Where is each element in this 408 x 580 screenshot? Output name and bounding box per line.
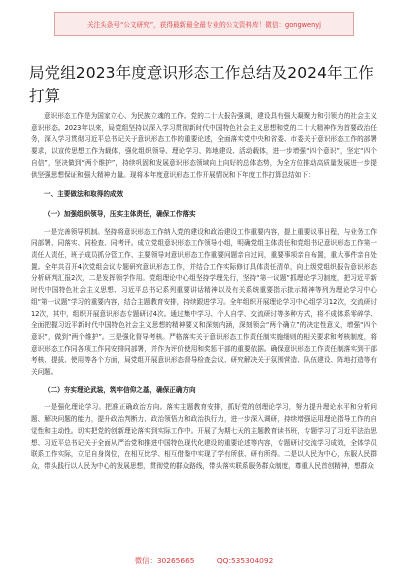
intro-paragraph: 意识形态工作是为国家立心、为民族立魂的工作。党的二十大报告强调，建设具有强大凝聚力和引领力的社会主义意识形态。2023年以来，局党组坚持以深入学习贯彻新时代中国特色社会主义思想和党的二十大精神作为首要政治任务，深入学习贯彻习近平总书记关于意识形态工作的重要论述，全面落实党中央和省委、市委关于意识形态工作的部署要求，以宣传思想工作为载体，强化组织领导、理论学习、阵地建设、活动载体，进一步增强“四个意识”，坚定“四个自信”，坚决做到“两个维护”，持续巩固和发展意识形态领域向上向好的总体态势，为全方位推动高质量发展进一步提供坚强思想保证和强大精神力量。现将本年度意识形态工作开展情况和下年度工作打算总结如下：	[31, 112, 377, 179]
body-paragraph-2: 一是强化理论学习。把准正确政治方向。落实主题教育安排，抓好党的创理论学习，努力提升理论水平和分析问题、解决问题的能力，提升政治判断力、政治领悟力和政治执行力，进一步深入调研，持续增强运用理论指导工作的自觉性和主动性。切实把党的创新理论落实到实际工作中。开展了为期七天的主题教育读书班，专题学习了习近平法治思想、习近平总书记关于全面从严治党和推进中国特色现代化建设的重要论述等内容，专题研讨交流学习成效，全体学员联系工作实际，立足自身岗位，在相互比学、相互借鉴中实现了学有所获、研有所得。二是以人民为中心，东服人民群众，带头践行以人民为中心的发展思想，贯彻党的群众路线，带头落实联系服务群众制度，尊重人民首创精神，想群众	[31, 403, 377, 470]
body-paragraph-1: 一是完善领导机制。坚持将意识形态工作纳入党的建设和政治建设工作重要内容，提上重要议事日程，与业务工作同部署、同落实、同检查、同考评。成立党组意识形态工作领导小组，明确党组主体责任和党组书记意识形态工作第一责任人责任，班子成员抓分管工作、主要领导对意识形态工作重要问题亲自过问，重要事项亲自布置，重大事件亲自处置。全年共召开4次党组会议专题研究意识形态工作，并结合工作实际修订具体责任清单，向上级党组织报告意识形态分析研判汇报2次，二是发挥领学作用。党组理论中心组坚持学理先行，坚持“第一议题”抓理论学习制度，把习近平新时代中国特色社会主义思想、习近平总书记系列重要讲话精神以及有关系统重要指示批示精神等列为理论学习中心组“第一议题”学习的重要内容，结合主题教育安排，持续跟进学习。全年组织开展理论学习中心组学习12次，交流研讨12次，其中，组织开展意识形态专题研讨4次。通过集中学习、个人自学、交流研讨等多种方式，将不成体系零碎学、全面把握习近平新时代中国特色社会主义思想的精神要义和深刻内涵，深刻领会“两个确立”的决定性意义，增强“四个意识”，做到“两个维护”。三是强化督导考核。严格落实关于意识形态工作责任制实施细则的相关要求和考核制度，将意识形态工作同各项工作同安排同部署，并作为评价使用和奖惩干部的重要依据。确保意识形态工作责任制落实到干部考核、提拔、使用等各个方面，局党组开展意识形态督导检查会议、研究解决关于氛围营造、队伍建设、阵地打造等有关问题。	[31, 227, 377, 377]
footer-wechat: 微信：30265665	[134, 556, 195, 565]
document-body	[31, 111, 377, 473]
promo-banner	[54, 12, 354, 36]
promo-banner-text: 关注头条号“公文研究”，获得最新最全最专业的公文资料库！微信：gongwenyj	[87, 21, 321, 29]
footer-qq: QQ:535304092	[216, 556, 274, 565]
section-heading: 一、主要做法和取得的成效	[44, 190, 124, 199]
subsection-heading-2: （二）夯实理论武装，筑牢信仰之基，确保正确方向	[44, 385, 196, 394]
contact-footer	[0, 555, 408, 566]
subsection-heading-1: （一）加强组织领导，压实主体责任，确保工作落实	[44, 209, 196, 218]
document-title: 局党组2023年度意识形态工作总结及2024年工作打算	[29, 64, 374, 105]
